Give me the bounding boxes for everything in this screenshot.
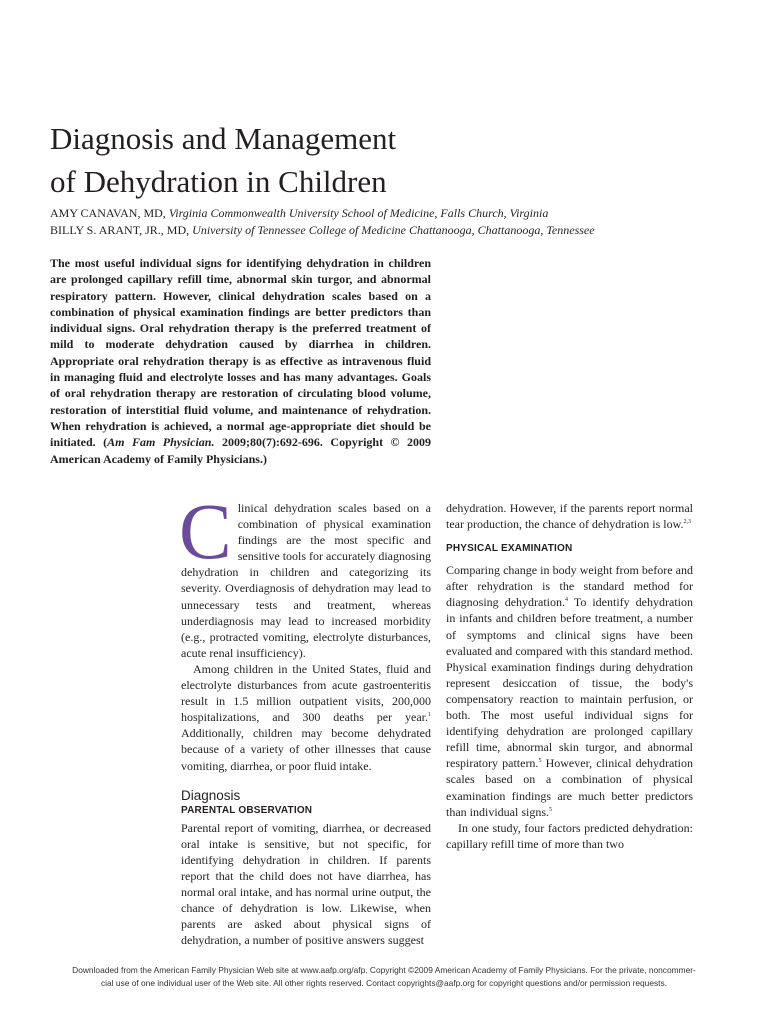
paragraph-text: However, clinical dehydration scales based on a combination of physical examination findings are much better predictors than individual signs. bbox=[446, 756, 693, 819]
footer-line-1: Downloaded from the American Family Physician Web site at www.aafp.org/afp. Copyright ©2009 American Academy of Family Physicians. For the private, noncommer- bbox=[72, 965, 696, 975]
author-line-2 bbox=[50, 222, 595, 238]
article-title bbox=[50, 117, 650, 203]
reference-marker: 4 bbox=[565, 597, 569, 604]
drop-cap: C bbox=[179, 489, 232, 576]
footer-notice bbox=[50, 964, 718, 990]
physical-examination-paragraph bbox=[446, 562, 693, 820]
reference-marker: 5 bbox=[549, 806, 552, 813]
title-line-2: of Dehydration in Children bbox=[50, 164, 387, 199]
study-paragraph bbox=[446, 820, 693, 852]
paragraph-text: In one study, four factors predicted dehydration: capillary refill time of more than two bbox=[446, 820, 693, 851]
abstract-text: The most useful individual signs for identifying dehydration in children are prolonged capillary refill time, abnormal skin turgor, and abnormal respiratory pattern. However, clinical dehydration scales based on a combination of physical examination findings are better predictors than individual signs. Oral rehydration therapy is the preferred treatment of mild to moderate dehydration caused by diarrhea in children. Appropriate oral rehydration therapy is as effective as intravenous fluid in managing fluid and electrolyte losses and has many advantages. Goals of oral rehydration therapy are restoration of circulating blood volume, restoration of interstitial fluid volume, and maintenance of rehydration. When rehydration is achieved, a normal age-appropriate diet should be initiated. ( bbox=[50, 256, 431, 450]
reference-marker: 5 bbox=[538, 758, 542, 765]
paragraph-text: Comparing change in body weight from before and after rehydration is the standard method for diagnosing dehydration. bbox=[446, 563, 693, 610]
body-column-1 bbox=[179, 489, 431, 948]
body-column-2 bbox=[446, 500, 693, 852]
parental-observation-continuation bbox=[446, 500, 693, 532]
paragraph-text: Additionally, children may become dehydrated because of a variety of other illnesses that cause vomiting, diarrhea, or poor fluid intake. bbox=[181, 726, 431, 773]
statistics-paragraph bbox=[181, 661, 431, 774]
paragraph-text: dehydration. However, if the parents report normal tear production, the chance of dehydration is low. bbox=[446, 501, 693, 532]
parental-observation-paragraph bbox=[181, 820, 431, 949]
intro-paragraph bbox=[179, 489, 431, 661]
author-line-1 bbox=[50, 205, 548, 221]
title-line-1: Diagnosis and Management bbox=[50, 121, 397, 156]
abstract-journal: Am Fam Physician. bbox=[107, 435, 215, 450]
abstract-citation: 2009;80(7):692-696. Copyright © 2009 American Academy of Family Physicians.) bbox=[50, 435, 432, 466]
paragraph-text: Parental report of vomiting, diarrhea, or decreased oral intake is sensitive, but not specific, for identifying dehydration in children. If parents report that the child does not have diarrhea, has normal oral intake, and has normal urine output, the chance of dehydration is low. Likewise, when parents are asked about physical signs of dehydration, a number of positive answers suggest bbox=[181, 820, 431, 948]
section-heading-diagnosis: Diagnosis bbox=[181, 787, 241, 803]
subheading-parental-observation: PARENTAL OBSERVATION bbox=[181, 804, 313, 816]
author-name: AMY CANAVAN, MD, bbox=[50, 206, 166, 220]
footer-line-2: cial use of one individual user of the Web site. All other rights reserved. Contact copyrights@aafp.org for copyright questions and/or permission requests. bbox=[100, 978, 668, 988]
author-name: BILLY S. ARANT, JR., MD, bbox=[50, 223, 190, 237]
abstract bbox=[50, 255, 431, 467]
paragraph-text: To identify dehydration in infants and children before treatment, a number of symptoms and clinical signs have been evaluated and compared with this standard method. Physical examination findings during dehydration represent desiccation of tissue, the body's compensatory reaction to maintain perfusion, or both. The most useful individual signs for identifying dehydration are prolonged capillary refill time, abnormal skin turgor, and abnormal respiratory pattern. bbox=[446, 595, 694, 771]
paragraph-text: Among children in the United States, fluid and electrolyte disturbances from acute gastroenteritis result in 1.5 million outpatient visits, 200,000 hospitalizations, and 300 deaths per year. bbox=[181, 661, 431, 725]
reference-marker: 1 bbox=[428, 712, 431, 719]
subheading-physical-examination: PHYSICAL EXAMINATION bbox=[446, 543, 573, 555]
author-affiliation: Virginia Commonwealth University School of Medicine, Falls Church, Virginia bbox=[168, 206, 549, 220]
author-affiliation: University of Tennessee College of Medicine Chattanooga, Chattanooga, Tennessee bbox=[192, 223, 595, 237]
reference-marker: 2,3 bbox=[683, 519, 691, 526]
intro-text: linical dehydration scales based on a combination of physical examination findings are the most specific and sensitive tools for accurately diagnosing dehydration in children and categorizing its severity. Overdiagnosis of dehydration may lead to unnecessary tests and treatment, whereas underdiagnosis may lead to increased morbidity (e.g., protracted vomiting, electrolyte disturbances, acute renal insufficiency). bbox=[181, 501, 431, 660]
